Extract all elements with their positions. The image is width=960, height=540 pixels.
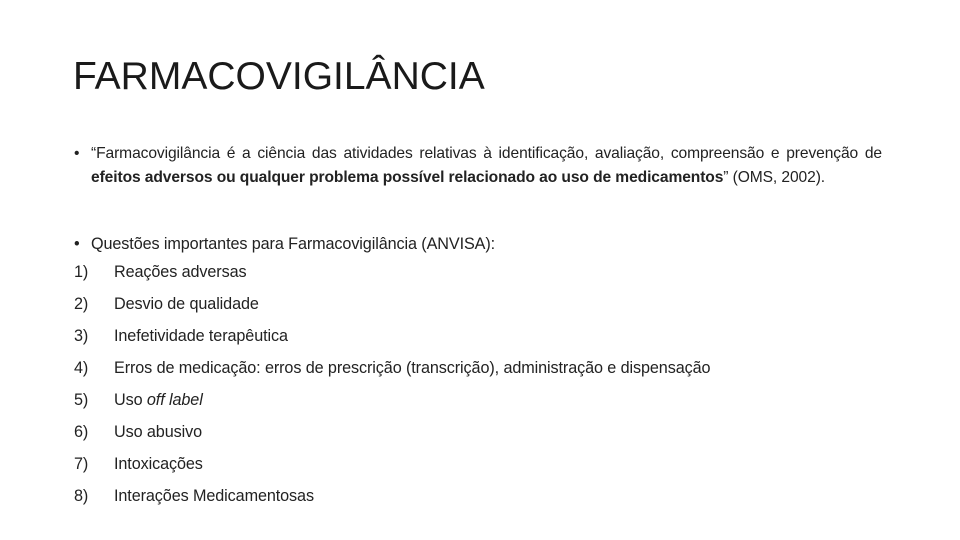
- item-text: Interações Medicamentosas: [114, 487, 314, 505]
- item-number: 5): [74, 391, 89, 409]
- definition-bullet: [74, 142, 882, 190]
- item-number: 3): [74, 327, 89, 345]
- item-number: 7): [74, 455, 89, 473]
- item-text: [114, 391, 203, 410]
- slide-title: FARMACOVIGILÂNCIA: [73, 55, 485, 98]
- item-number: 8): [74, 487, 89, 505]
- questions-heading-text: Questões importantes para Farmacovigilância (ANVISA):: [91, 235, 496, 253]
- item-number: 4): [74, 359, 89, 377]
- item-text: Inefetividade terapêutica: [114, 327, 288, 345]
- open-quote: “: [91, 145, 97, 162]
- definition-plain-1: Farmacovigilância é a ciência das atividades relativas à identificação, avaliação, compreensão e prevenção de: [96, 145, 882, 162]
- item-number: 6): [74, 423, 89, 441]
- item-text: Uso abusivo: [114, 423, 202, 441]
- item-number: 2): [74, 295, 89, 313]
- item-text: Intoxicações: [114, 455, 203, 473]
- item-text-italic: off label: [146, 391, 203, 409]
- item-text-prefix: Uso: [114, 391, 147, 409]
- questions-heading: [74, 235, 495, 254]
- item-text: Desvio de qualidade: [114, 295, 259, 313]
- definition-text: [91, 142, 882, 190]
- item-number: 1): [74, 263, 89, 281]
- item-text: Reações adversas: [114, 263, 247, 281]
- bullet-icon: •: [74, 145, 80, 162]
- item-text: Erros de medicação: erros de prescrição (transcrição), administração e dispensação: [114, 359, 711, 377]
- bullet-icon: •: [74, 235, 80, 253]
- definition-citation: ” (OMS, 2002).: [723, 169, 826, 186]
- definition-bold: efeitos adversos ou qualquer problema possível relacionado ao uso de medicamentos: [91, 169, 724, 186]
